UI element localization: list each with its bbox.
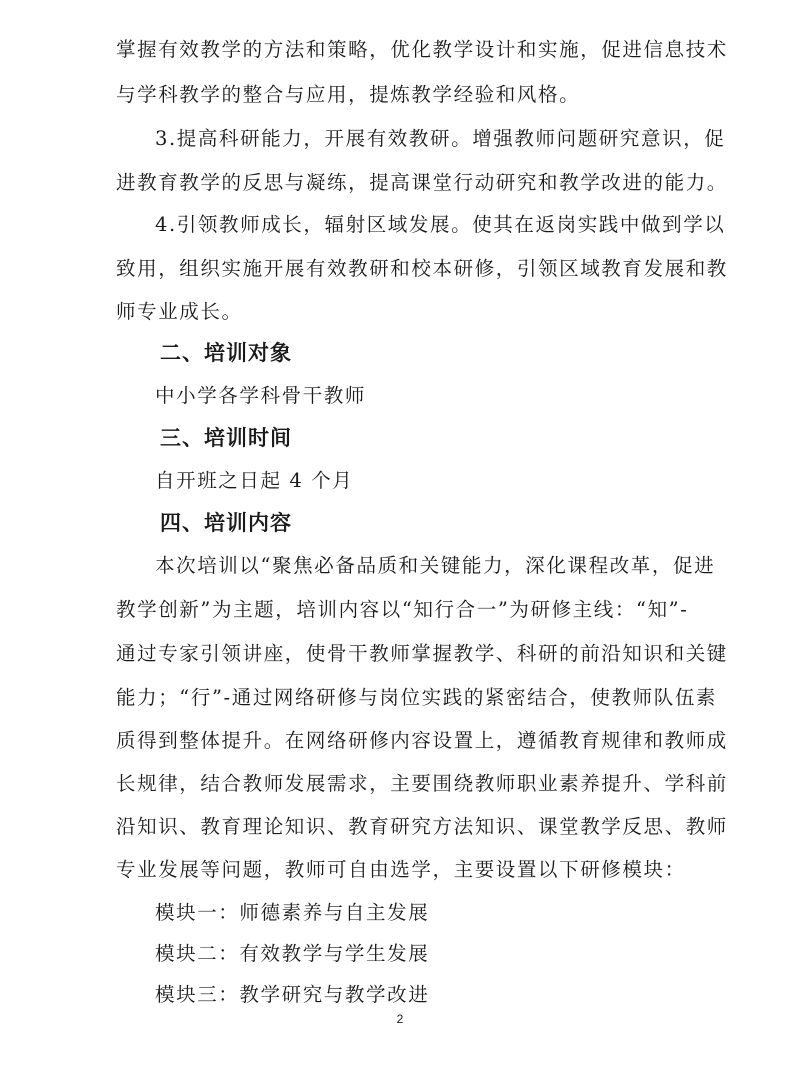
paragraph-line: 与学科教学的整合与应用，提炼教学经验和风格。 — [116, 83, 581, 106]
section-heading-training-time: 三、培训时间 — [160, 426, 292, 450]
paragraph-line: 长规律，结合教师发展需求，主要围绕教师职业素养提升、学科前 — [116, 772, 728, 795]
paragraph-line: 沿知识、教育理论知识、教育研究方法知识、课堂教学反思、教师 — [116, 815, 728, 838]
paragraph-line: 教学创新”为主题，培训内容以“知行合一”为研修主线：“知”- — [116, 598, 689, 621]
section-heading-training-content: 四、培训内容 — [160, 511, 292, 535]
paragraph-line: 进教育教学的反思与凝练，提高课堂行动研究和教学改进的能力。 — [116, 171, 728, 194]
paragraph-line: 师专业成长。 — [116, 300, 243, 323]
paragraph-line: 中小学各学科骨干教师 — [155, 384, 367, 407]
paragraph-line: 能力；“行”-通过网络研修与岗位实践的紧密结合，使教师队伍素 — [116, 686, 718, 709]
section-heading-training-target: 二、培训对象 — [160, 341, 292, 365]
module-item: 模块三：教学研究与教学改进 — [155, 983, 430, 1006]
paragraph-line: 3.提高科研能力，开展有效教研。增强教师问题研究意识，促 — [155, 127, 726, 150]
paragraph-line: 4.引领教师成长，辐射区域发展。使其在返岗实践中做到学以 — [155, 213, 726, 236]
module-item: 模块二：有效教学与学生发展 — [155, 942, 430, 965]
module-item: 模块一：师德素养与自主发展 — [155, 901, 430, 924]
paragraph-line: 本次培训以“聚焦必备品质和关键能力，深化课程改革，促进 — [155, 554, 716, 577]
paragraph-line: 专业发展等问题，教师可自由选学，主要设置以下研修模块： — [116, 858, 686, 881]
paragraph-line: 致用，组织实施开展有效教研和校本研修，引领区域教育发展和教 — [116, 257, 728, 280]
page-number: 2 — [396, 1012, 404, 1026]
paragraph-line: 通过专家引领讲座，使骨干教师掌握教学、科研的前沿知识和关键 — [116, 642, 728, 665]
paragraph-line: 掌握有效教学的方法和策略，优化教学设计和实施，促进信息技术 — [116, 38, 728, 61]
paragraph-line: 自开班之日起 4 个月 — [155, 469, 354, 492]
paragraph-line: 质得到整体提升。在网络研修内容设置上，遵循教育规律和教师成 — [116, 729, 728, 752]
